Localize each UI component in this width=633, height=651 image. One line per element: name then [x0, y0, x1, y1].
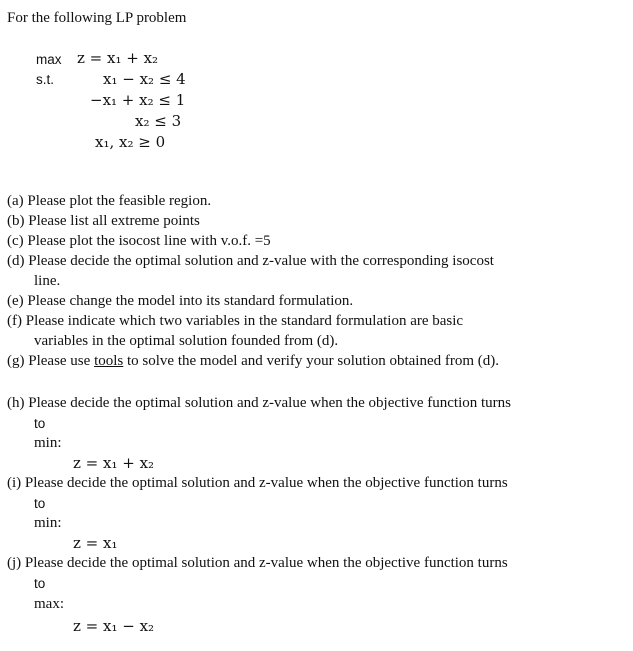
question-h-objective: z = x₁ + x₂ — [73, 454, 155, 472]
question-c: (c) Please plot the isocost line with v.o.f. =5 — [7, 233, 271, 249]
subject-to-label: s.t. — [36, 72, 55, 87]
nonnegativity-constraint: x₁, x₂ ≥ 0 — [95, 133, 166, 151]
intro-text: For the following LP problem — [7, 10, 187, 26]
tools-link[interactable]: tools — [94, 353, 124, 369]
question-j-to: to — [34, 576, 46, 591]
constraint-2: −x₁ + x₂ ≤ 1 — [90, 91, 186, 109]
question-i-line1: (i) Please decide the optimal solution and z-value when the objective function turns — [7, 475, 508, 491]
question-d-line1: (d) Please decide the optimal solution and z-value with the corresponding isocost — [7, 253, 494, 269]
question-g-suffix: to solve the model and verify your solution obtained from (d). — [123, 353, 500, 369]
question-h-line1: (h) Please decide the optimal solution and z-value when the objective function turns — [7, 395, 512, 411]
objective-function: z = x₁ + x₂ — [77, 49, 159, 67]
question-e: (e) Please change the model into its standard formulation. — [7, 293, 354, 309]
question-j-sense: max: — [34, 596, 64, 612]
question-b: (b) Please list all extreme points — [7, 213, 200, 229]
question-i-objective: z = x₁ — [73, 534, 118, 552]
question-h-to: to — [34, 416, 46, 431]
question-f-line1: (f) Please indicate which two variables in the standard formulation are basic — [7, 313, 464, 329]
question-f-line2: variables in the optimal solution founded from (d). — [34, 333, 339, 349]
question-a: (a) Please plot the feasible region. — [7, 193, 212, 209]
constraint-3: x₂ ≤ 3 — [135, 112, 182, 130]
question-j-line1: (j) Please decide the optimal solution and z-value when the objective function turns — [7, 555, 508, 571]
question-g — [7, 354, 499, 369]
question-h-sense: min: — [34, 435, 62, 451]
constraint-1: x₁ − x₂ ≤ 4 — [103, 70, 186, 88]
max-label: max — [36, 52, 62, 67]
question-g-prefix: (g) Please use — [7, 353, 95, 369]
question-j-objective: z = x₁ − x₂ — [73, 617, 155, 635]
question-d-line2: line. — [34, 273, 61, 289]
question-i-sense: min: — [34, 515, 62, 531]
question-i-to: to — [34, 496, 46, 511]
